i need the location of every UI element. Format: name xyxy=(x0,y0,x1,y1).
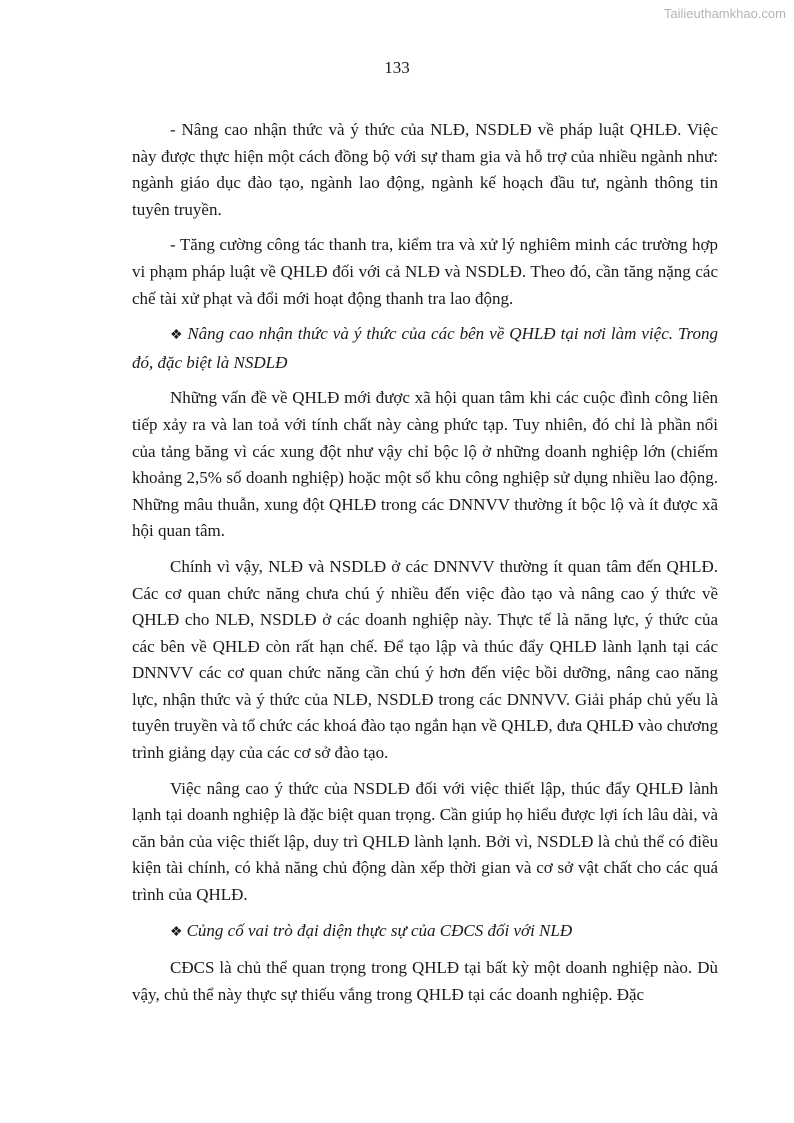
section-heading-1 xyxy=(132,321,718,376)
section-heading-1-text: Nâng cao nhận thức và ý thức của các bên về QHLĐ tại nơi làm việc. Trong đó, đặc biệt là NSDLĐ xyxy=(132,324,719,372)
page-number: 133 xyxy=(384,58,410,77)
paragraph-3: Những vấn đề về QHLĐ mới được xã hội quan tâm khi các cuộc đình công liên tiếp xảy ra và lan toả với tính chất này càng phức tạp. Tuy nhiên, đó chỉ là phần nổi của tảng băng vì các xung đột như vậy chỉ bộc lộ ở những doanh nghiệp lớn (chiếm khoảng 2,5% số doanh nghiệp) hoặc một số khu công nghiệp sử dụng nhiều lao động. Những mâu thuẫn, xung đột QHLĐ trong các DNNVV thường ít bộc lộ và ít được xã hội quan tâm. xyxy=(132,388,718,541)
watermark-text: Tailieuthamkhao.com xyxy=(663,6,786,21)
section-heading-2-text: Củng cố vai trò đại diện thực sự của CĐCS đối với NLĐ xyxy=(186,920,573,940)
diamond-bullet-icon: ❖ xyxy=(170,328,184,344)
section-heading-2 xyxy=(132,918,718,947)
paragraph-6: CĐCS là chủ thể quan trọng trong QHLĐ tại bất kỳ một doanh nghiệp nào. Dù vậy, chủ thể này thực sự thiếu vắng trong QHLĐ tại các doanh nghiệp. Đặc xyxy=(132,958,718,1004)
diamond-bullet-icon: ❖ xyxy=(170,924,183,940)
paragraph-1: - Nâng cao nhận thức và ý thức của NLĐ, NSDLĐ về pháp luật QHLĐ. Việc này được thực hiện một cách đồng bộ với sự tham gia và hỗ trợ của nhiều ngành như: ngành giáo dục đào tạo, ngành lao động, ngành kế hoạch đầu tư, ngành thông tin tuyên truyền. xyxy=(132,120,718,219)
paragraph-5: Việc nâng cao ý thức của NSDLĐ đối với việc thiết lập, thúc đẩy QHLĐ lành lạnh tại doanh nghiệp là đặc biệt quan trọng. Cần giúp họ hiểu được lợi ích lâu dài, và căn bản của việc thiết lập, duy trì QHLĐ lành lạnh. Bởi vì, NSDLĐ là chủ thể có điều kiện tài chính, có khả năng chủ động dàn xếp thời gian và cơ sở vật chất cho các quá trình của QHLĐ. xyxy=(132,778,718,905)
paragraph-2: - Tăng cường công tác thanh tra, kiểm tra và xử lý nghiêm minh các trường hợp vi phạm pháp luật về QHLĐ đối với cả NLĐ và NSDLĐ. Theo đó, cần tăng nặng các chế tài xử phạt và đổi mới hoạt động thanh tra lao động. xyxy=(132,235,718,308)
paragraph-4: Chính vì vậy, NLĐ và NSDLĐ ở các DNNVV thường ít quan tâm đến QHLĐ. Các cơ quan chức năng chưa chú ý nhiều đến việc đào tạo và nâng cao ý thức về QHLĐ cho NLĐ, NSDLĐ ở các doanh nghiệp này. Thực tế là năng lực, ý thức của các bên về QHLĐ còn rất hạn chế. Để tạo lập và thúc đẩy QHLĐ lành lạnh tại các DNNVV các cơ quan chức năng cần chú ý hơn đến việc bồi dưỡng, nâng cao năng lực, nhận thức và ý thức của NLĐ, NSDLĐ trong các DNNVV. Giải pháp chủ yếu là tuyên truyền và tổ chức các khoá đào tạo ngắn hạn về QHLĐ, đưa QHLĐ vào chương trình giảng dạy của các cơ sở đào tạo. xyxy=(132,556,718,763)
document-body xyxy=(132,117,718,1017)
